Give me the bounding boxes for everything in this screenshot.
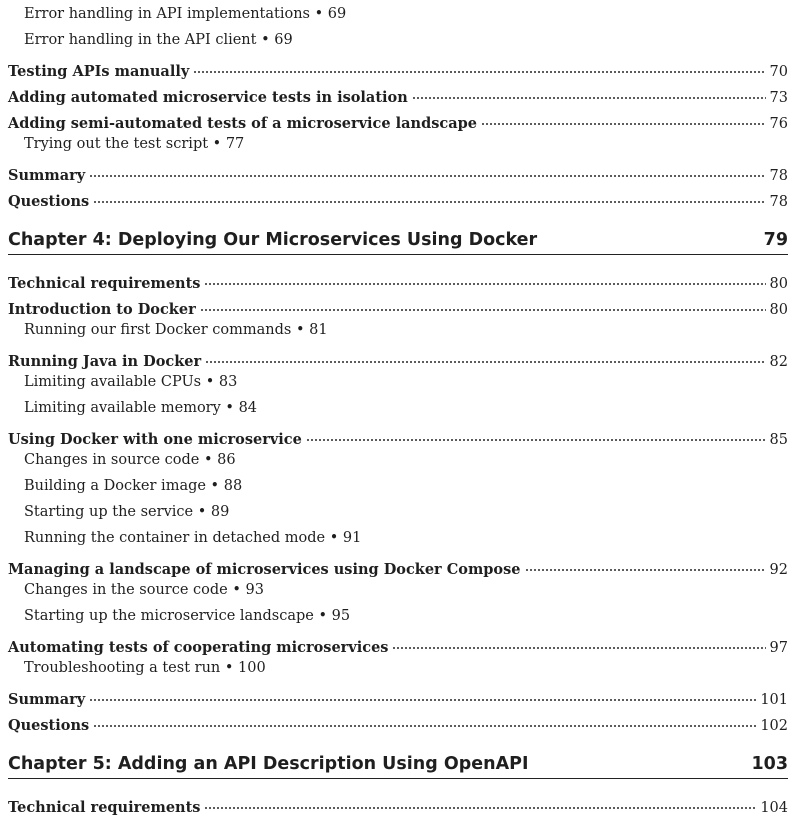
toc-page-number: 86 [217,452,236,468]
toc-entry[interactable] [8,710,788,734]
toc-page-number: 92 [769,562,788,578]
chapter-title: Chapter 5: Adding an API Description Using OpenAPI [8,754,529,774]
toc-entry[interactable] [8,294,788,318]
toc-page-number: 69 [327,6,347,22]
toc-page-number: 70 [769,64,788,80]
toc-subentry[interactable]: Error handling in the API client • 69 [24,32,293,48]
toc-entry-title: Adding semi-automated tests of a microservice landscape [8,115,477,132]
toc-page-number: 78 [769,194,788,210]
toc-subentry[interactable]: Starting up the service • 89 [24,504,230,520]
toc-subentry[interactable]: Running the container in detached mode • 91 [24,530,362,546]
toc-page-number: 88 [223,478,243,494]
chapter-heading[interactable] [8,746,788,779]
toc-subentry-title: Limiting available memory [24,400,221,416]
toc-entry-title: Summary [8,691,86,708]
toc-entry[interactable] [8,424,788,448]
toc-subentry-title: Limiting available CPUs [24,374,202,390]
toc-page-number: 80 [769,302,788,318]
dot-leader [89,684,756,704]
dot-leader [525,554,766,574]
toc-page-number: 82 [769,354,788,370]
dot-leader [306,424,766,444]
toc-page-number: 73 [769,90,788,106]
dot-leader [205,346,765,366]
toc-entry-title: Questions [8,717,90,734]
dot-leader [481,108,766,128]
dot-leader [200,294,766,314]
toc-entry-title: Running Java in Docker [8,353,202,370]
toc-entry[interactable] [8,684,788,708]
toc-page-number: 78 [769,168,788,184]
toc-entry-title: Technical requirements [8,799,201,816]
toc-subentry-title: Trying out the test script [24,136,209,152]
toc-entry[interactable] [8,632,788,656]
toc-page-number: 104 [760,800,788,816]
toc-entry-title: Testing APIs manually [8,63,190,80]
toc-page-number: 95 [331,608,351,624]
toc-subentry-title: Error handling in API implementations [24,6,310,22]
toc-entry[interactable] [8,554,788,578]
toc-subentry-title: Changes in the source code [24,582,228,598]
toc-page-number: 101 [760,692,788,708]
chapter-title: Chapter 4: Deploying Our Microservices Using Docker [8,230,538,250]
toc-page-number: 76 [769,116,788,132]
chapter-page-number: 103 [751,754,788,774]
toc-entry-title: Automating tests of cooperating microservices [8,639,389,656]
toc-page-number: 81 [309,322,328,338]
dot-leader [204,792,756,812]
toc-subentry[interactable]: Troubleshooting a test run • 100 [24,660,266,676]
toc-page-number: 91 [342,530,362,546]
dot-leader [193,56,765,76]
toc-page-number: 83 [218,374,238,390]
dot-leader [93,710,756,730]
toc-entry-title: Using Docker with one microservice [8,431,302,448]
toc-page-number: 100 [238,660,266,676]
chapter-heading[interactable] [8,222,788,255]
dot-leader [412,82,766,102]
toc-subentry-title: Building a Docker image [24,478,206,494]
toc-subentry[interactable]: Limiting available CPUs • 83 [24,374,238,390]
toc-page-number: 80 [769,276,788,292]
dot-leader [392,632,765,652]
toc-entry[interactable] [8,56,788,80]
toc-entry-title: Questions [8,193,90,210]
toc-subentry[interactable]: Building a Docker image • 88 [24,478,243,494]
chapter-page-number: 79 [763,230,788,250]
toc-subentry-title: Error handling in the API client [24,32,257,48]
toc-subentry-title: Running our first Docker commands [24,322,292,338]
toc-entry[interactable] [8,186,788,210]
toc-subentry[interactable]: Running our first Docker commands • 81 [24,322,328,338]
toc-entry[interactable] [8,346,788,370]
toc-page-number: 84 [238,400,258,416]
toc-entry[interactable] [8,108,788,132]
toc-entry-title: Adding automated microservice tests in isolation [8,89,408,106]
dot-leader [204,268,765,288]
toc-subentry-title: Running the container in detached mode [24,530,326,546]
toc-page-number: 85 [769,432,788,448]
toc-subentry[interactable]: Starting up the microservice landscape • 95 [24,608,351,624]
toc-entry[interactable] [8,268,788,292]
toc-entry[interactable] [8,792,788,816]
toc-page-number: 69 [274,32,293,48]
toc-subentry-title: Starting up the microservice landscape [24,608,314,624]
toc-subentry-title: Troubleshooting a test run [24,660,221,676]
toc-page-number: 77 [225,136,245,152]
dot-leader [89,160,765,180]
toc-page-number: 93 [245,582,264,598]
toc-subentry[interactable]: Limiting available memory • 84 [24,400,258,416]
toc-subentry[interactable]: Trying out the test script • 77 [24,136,245,152]
toc-entry-title: Managing a landscape of microservices using Docker Compose [8,561,521,578]
toc-subentry[interactable]: Changes in the source code • 93 [24,582,264,598]
toc-entry[interactable] [8,82,788,106]
toc-page-number: 102 [760,718,788,734]
toc-page-number: 89 [210,504,230,520]
toc-subentry[interactable]: Changes in source code • 86 [24,452,236,468]
dot-leader [93,186,765,206]
toc-subentry-title: Changes in source code [24,452,200,468]
toc-subentry-title: Starting up the service [24,504,194,520]
toc-entry-title: Technical requirements [8,275,201,292]
toc-subentry[interactable]: Error handling in API implementations • 69 [24,6,347,22]
toc-entry-title: Summary [8,167,86,184]
toc-page-number: 97 [769,640,788,656]
toc-entry-title: Introduction to Docker [8,301,196,318]
toc-entry[interactable] [8,160,788,184]
